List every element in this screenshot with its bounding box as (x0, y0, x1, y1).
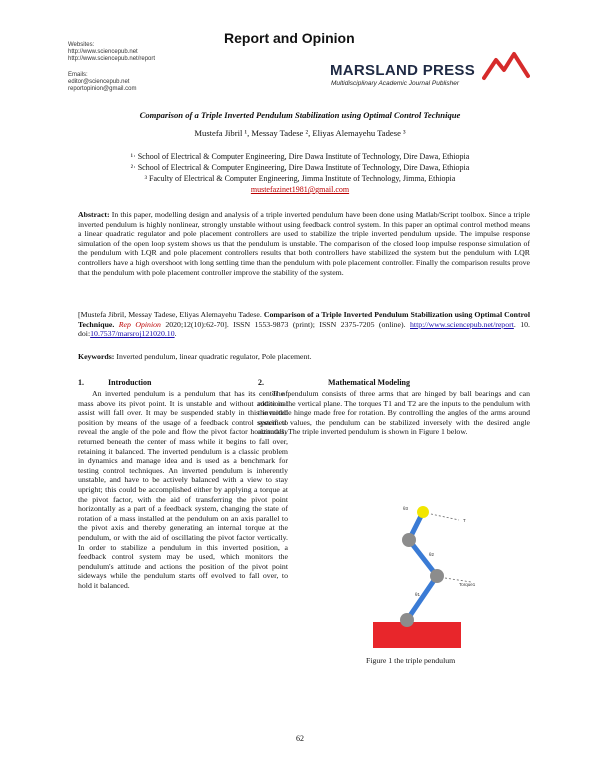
mountain-logo-icon (482, 50, 530, 82)
affiliation-1: ¹· School of Electrical & Computer Engineering, Dire Dawa Institute of Technology, Dire Dawa, Ethiopia (130, 152, 470, 161)
citation-url[interactable]: http://www.sciencepub.net/report (410, 319, 514, 329)
paper-authors: Mustefa Jibril ¹, Messay Tadese ², Eliyas Alemayehu Tadese ³ (194, 128, 406, 138)
publisher-logo-tagline: Multidisciplinary Academic Journal Publisher (331, 80, 460, 87)
keywords-text: Inverted pendulum, linear quadratic regulator, Pole placement. (116, 352, 312, 361)
citation-title: Comparison of a Triple Inverted Pendulum Stabilization using Optimal Control Technique. (78, 310, 531, 329)
keywords-label: Keywords: (78, 352, 115, 361)
emails-label: Emails: (68, 72, 88, 78)
header-emails (68, 72, 136, 93)
section-2-number: 2. (258, 378, 264, 387)
header-websites (68, 42, 155, 63)
page-number: 62 (296, 734, 304, 743)
journal-title: Report and Opinion (224, 30, 355, 46)
section-1-heading: Introduction (108, 378, 152, 387)
abstract-label: Abstract: (78, 210, 110, 219)
corresponding-email[interactable]: mustefazinet1981@gmail.com (250, 185, 350, 194)
label-torque: Torque1 (459, 582, 476, 587)
section-2-heading: Mathematical Modeling (328, 378, 410, 387)
figure-caption: Figure 1 the triple pendulum (366, 656, 456, 665)
label-theta1: θ1 (415, 592, 421, 597)
section-2-text: The pendulum consists of three arms that are hinged by ball bearings and can rotate in the vertical plane. The torques T1 and T2 are the inputs to the pendulum with the middle hinge made free for rotation. By controlling the angles of the arms around specified values, the pendulum can be stabilized inversely with the desired angle attitudes. The triple inverted pendulum is shown in Figure 1 below. (258, 389, 530, 437)
pendulum-joint-2 (402, 533, 416, 547)
website-label: Websites: (68, 42, 95, 48)
citation-authors: [Mustefa Jibril, Messay Tadese, Eliyas Alemayehu Tadese. (78, 310, 262, 319)
pendulum-mass (417, 506, 429, 518)
citation (78, 310, 530, 339)
triple-pendulum-figure (355, 498, 505, 656)
citation-doi-label: . 10. doi: (78, 319, 530, 339)
label-t: T (463, 518, 466, 523)
pendulum-arm-1 (407, 576, 437, 620)
pendulum-joint-base (400, 613, 414, 627)
website-link-1[interactable]: http://www.sciencepub.net (68, 49, 138, 55)
publisher-logo-name: MARSLAND PRESS (330, 62, 476, 79)
citation-end: . (174, 329, 177, 339)
reference-line-3 (431, 514, 459, 520)
keywords (78, 352, 530, 361)
affiliation-2: ²· School of Electrical & Computer Engineering, Dire Dawa Institute of Technology, Dire Dawa, Ethiopia (130, 163, 470, 172)
email-link-1[interactable]: editor@sciencepub.net (68, 79, 130, 85)
label-theta3: θ3 (403, 506, 409, 511)
citation-journal: Rep Opinion (118, 319, 161, 329)
section-1-number: 1. (78, 378, 84, 387)
citation-doi[interactable]: 10.7537/marsroj121020.10 (90, 329, 175, 339)
paper-title: Comparison of a Triple Inverted Pendulum Stabilization using Optimal Control Technique (139, 110, 461, 120)
email-link-2[interactable]: reportopinion@gmail.com (68, 86, 137, 92)
pendulum-base (373, 622, 461, 648)
website-link-2[interactable]: http://www.sciencepub.net/report (68, 56, 156, 62)
affiliation-3: ³ Faculty of Electrical & Computer Engineering, Jimma Institute of Technology, Jimma, Ethiopia (144, 174, 456, 183)
abstract (78, 210, 530, 277)
label-theta2: θ2 (429, 552, 435, 557)
pendulum-joint-1 (430, 569, 444, 583)
abstract-text: In this paper, modelling design and analysis of a triple inverted pendulum have been done using Matlab/Script toolbox. Since a triple inverted pendulum is highly nonlinear, strongly unstable without using feedback control system. In this paper an optimal control method means a linear quadratic regulator and pole placement controllers are used to stabilize the triple inverted pendulum upside. The impulse response simulation of the open loop system shows us that the pendulum is unstable. The comparison of the closed loop impulse response simulation of the pendulum with LQR and pole placement controllers results that both controllers have stabilized the system but the pendulum with LQR controllers have a high overshoot with long settling time than the pendulum with pole placement controller. Finally the comparison results prove that the pendulum with pole placement controller improve the stability of the system. (78, 210, 531, 277)
section-1-text: An inverted pendulum is a pendulum that has its center of mass above its pivot point. It is unstable and without additional assist will fall over. It may be suspended stably in this inverted position by means of the usage of a feedback control system to reveal the angle of the pole and flow the pivot factor horizontally returned beneath the center of mass while it begins to fall over, retaining it balanced. The inverted pendulum is a classic problem in dynamics and manage idea and is used as a benchmark for testing control techniques. An inverted pendulum is inherently unstable, and have to be actively balanced with a view to stay upright; this could be accomplished either by applying a torque at the pivot factor, with the aid of transferring the pivot point horizontally as a part of a feedback system, changing the state of rotation of a mass installed at the pendulum on an axis parallel to the pivot axis and thereby generating an internal torque at the pendulum, or with the aid of oscillating the pivot factor vertically. In order to stabilize a pendulum in this inverted position, a feedback control system may be used, which monitors the pendulum's attitude and actions the position of the pivot point sideways while the pendulum starts off evolved to fall over, to hold it balanced. (78, 389, 288, 590)
citation-details: 2020;12(10):62-70]. ISSN 1553-9873 (print); ISSN 2375-7205 (online). (165, 319, 406, 329)
